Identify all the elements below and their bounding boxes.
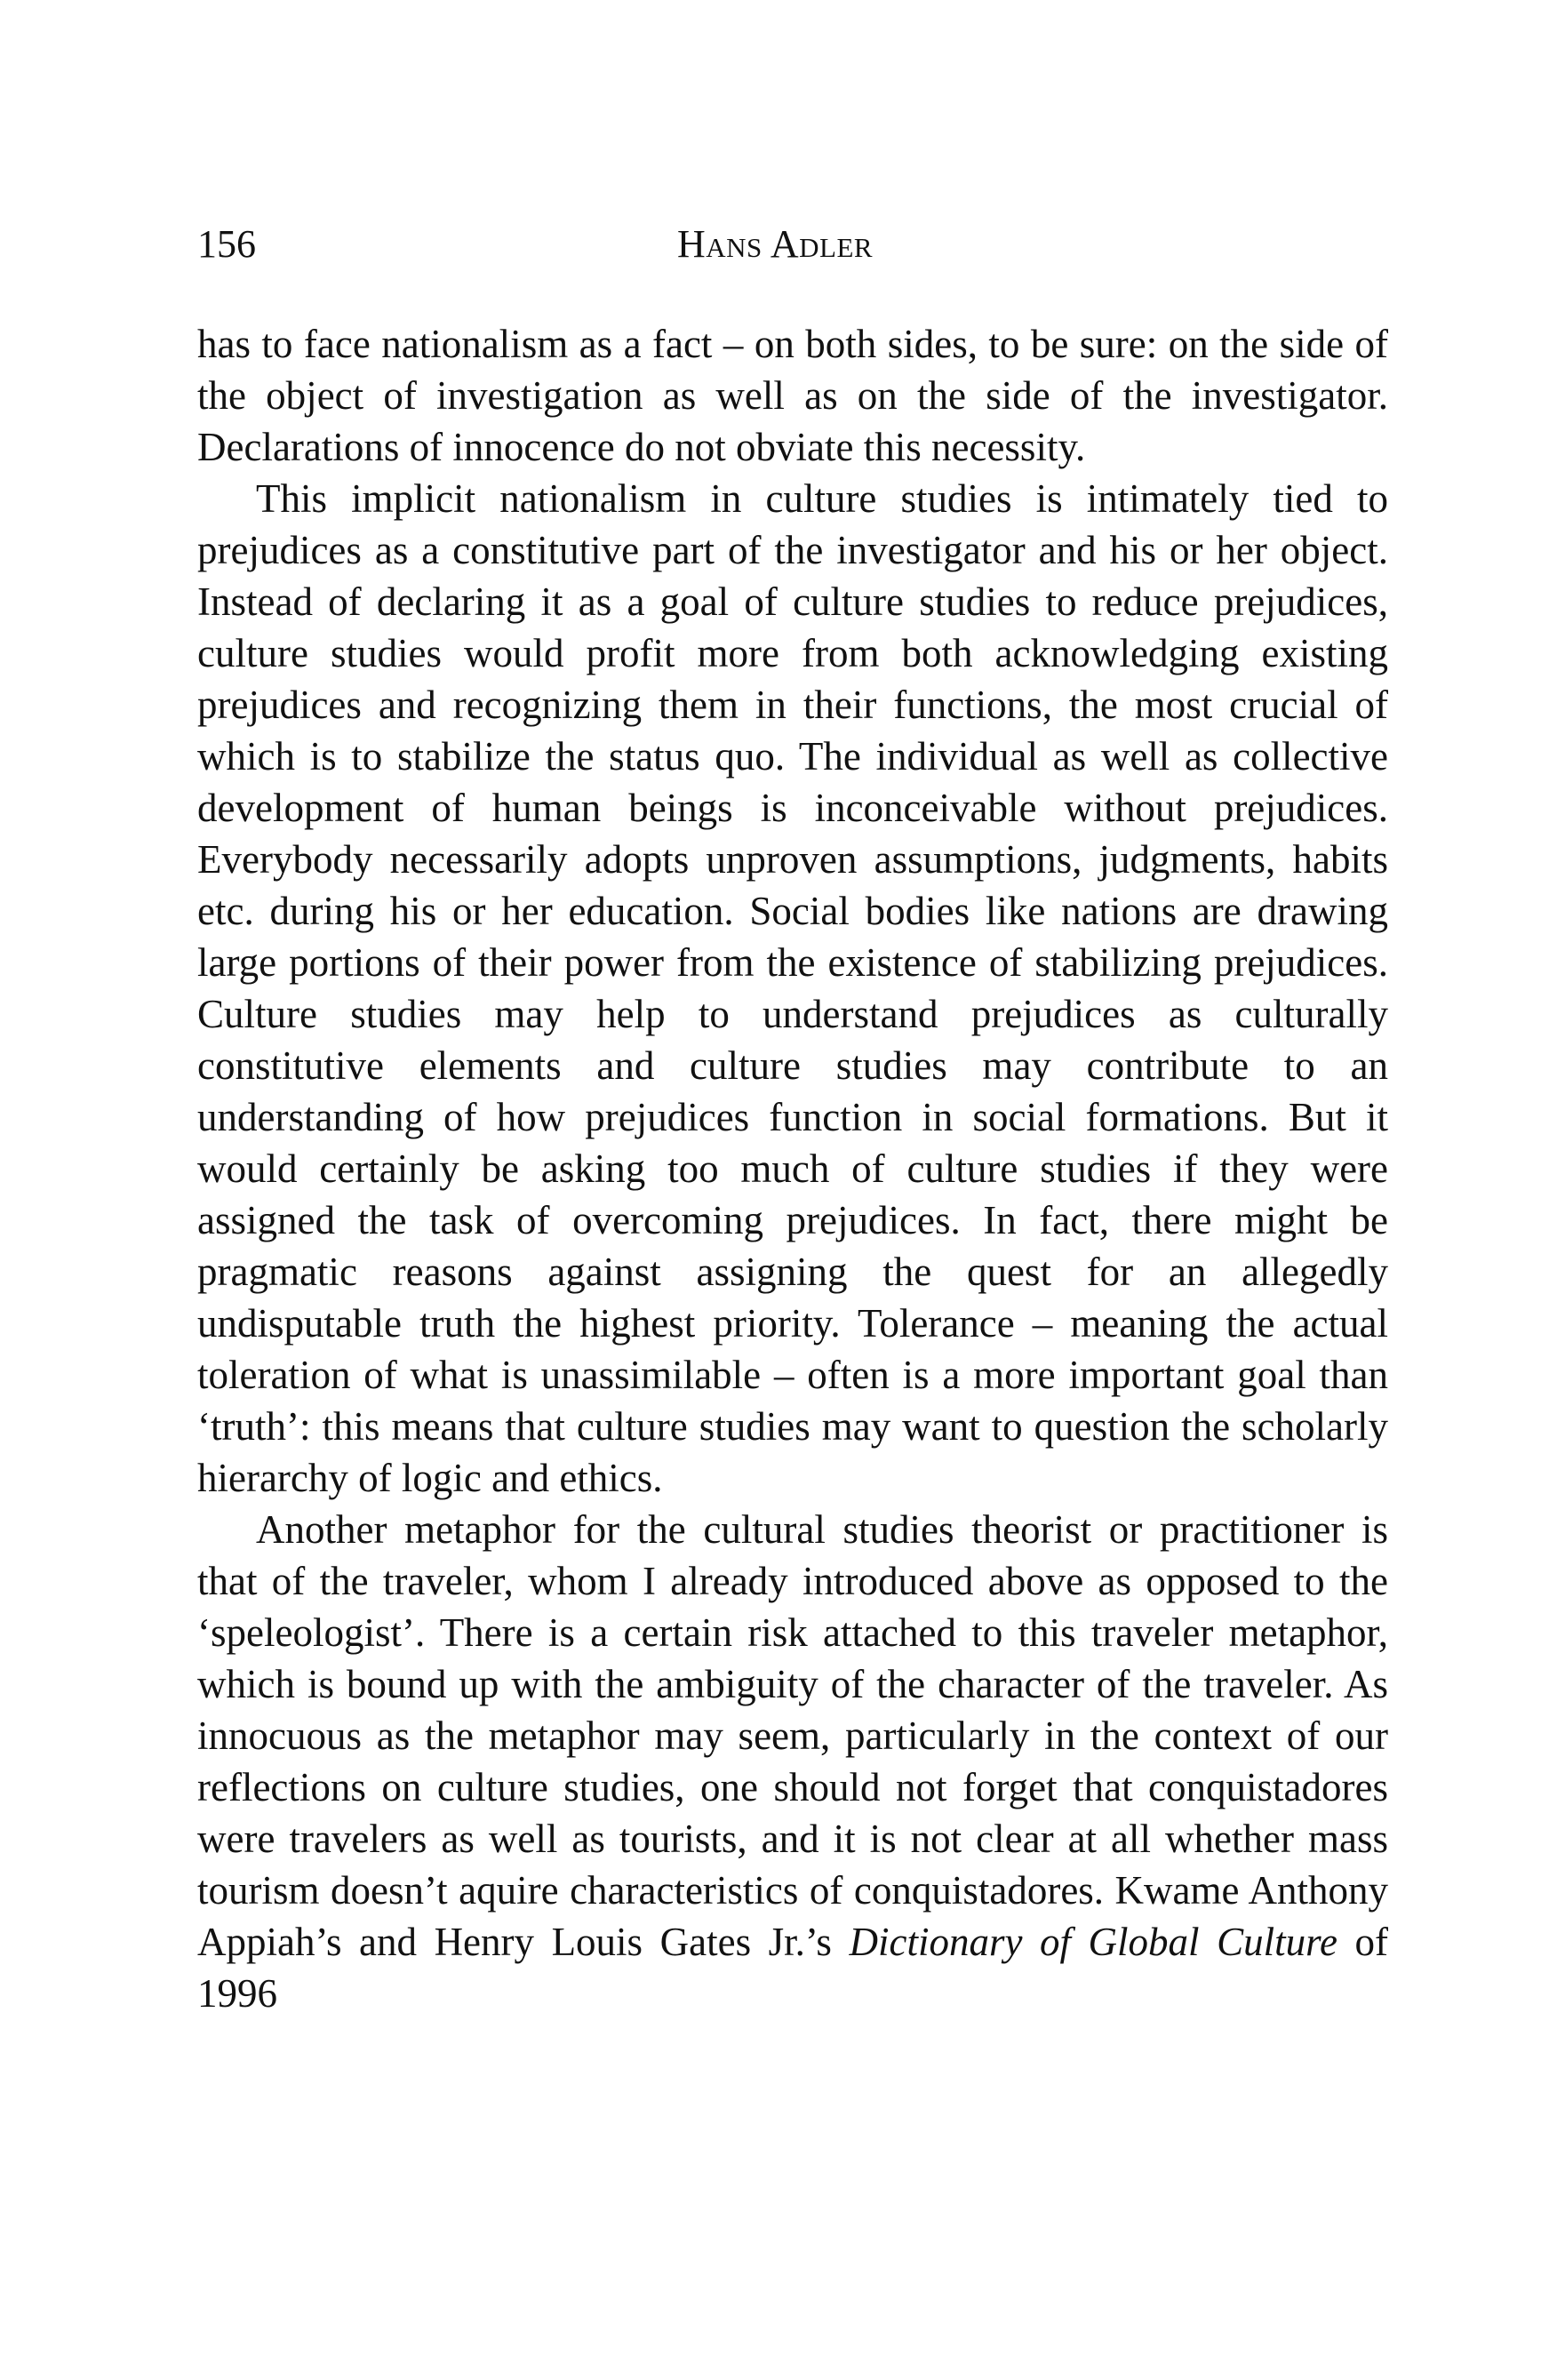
paragraph-traveler-metaphor [197,1504,1388,2019]
book-page [197,213,1388,2019]
paragraph-text-after: of 1996 [197,1920,1388,2016]
running-head [197,213,1388,276]
book-title-italic: Dictionary of Global Culture [849,1920,1337,1964]
paragraph-prejudices: This implicit nationalism in culture studies is intimately tied to prejudices as a constitutive part of the investigator and his or her object. Instead of declaring it as a goal of culture studies to reduce prejudices, culture studies would profit more from both acknowledging existing prejudices and recognizing them in their functions, the most crucial of which is to stabilize the status quo. The individual as well as collective development of human beings is inconceivable without prejudices. Everybody necessarily adopts unproven assumptions, judgments, habits etc. during his or her education. Social bodies like nations are drawing large portions of their power from the existence of stabilizing prejudices. Culture studies may help to understand prejudices as culturally constitutive elements and culture studies may contribute to an understanding of how prejudices function in social formations. But it would certainly be asking too much of culture studies if they were assigned the task of overcoming prejudices. In fact, there might be pragmatic reasons against assigning the quest for an allegedly undisputable truth the highest priority. Tolerance – meaning the actual toleration of what is unassimilable – often is a more important goal than ‘truth’: this means that culture studies may want to question the scholarly hierarchy of logic and ethics. [197,476,1388,1500]
body-text [197,318,1388,2019]
paragraph-text-before: Another metaphor for the cultural studies theorist or practitioner is that of the traveler, whom I already introduced above as opposed to the ‘speleologist’. There is a certain risk attached to this traveler metaphor, which is bound up with the ambiguity of the character of the traveler. As innocuous as the metaphor may seem, particularly in the context of our reflections on culture studies, one should not forget that conquistadores were travelers as well as tourists, and it is not clear at all whether mass tourism doesn’t aquire characteristics of conquistadores. Kwame Anthony Appiah’s and Henry Louis Gates Jr.’s [197,1507,1388,1964]
running-title: Hans Adler [677,222,874,266]
page-number: 156 [197,222,256,266]
paragraph-continued: has to face nationalism as a fact – on both sides, to be sure: on the side of the object of investigation as well as on the side of the investigator. Declarations of innocence do not obviate this necessity. [197,322,1388,469]
